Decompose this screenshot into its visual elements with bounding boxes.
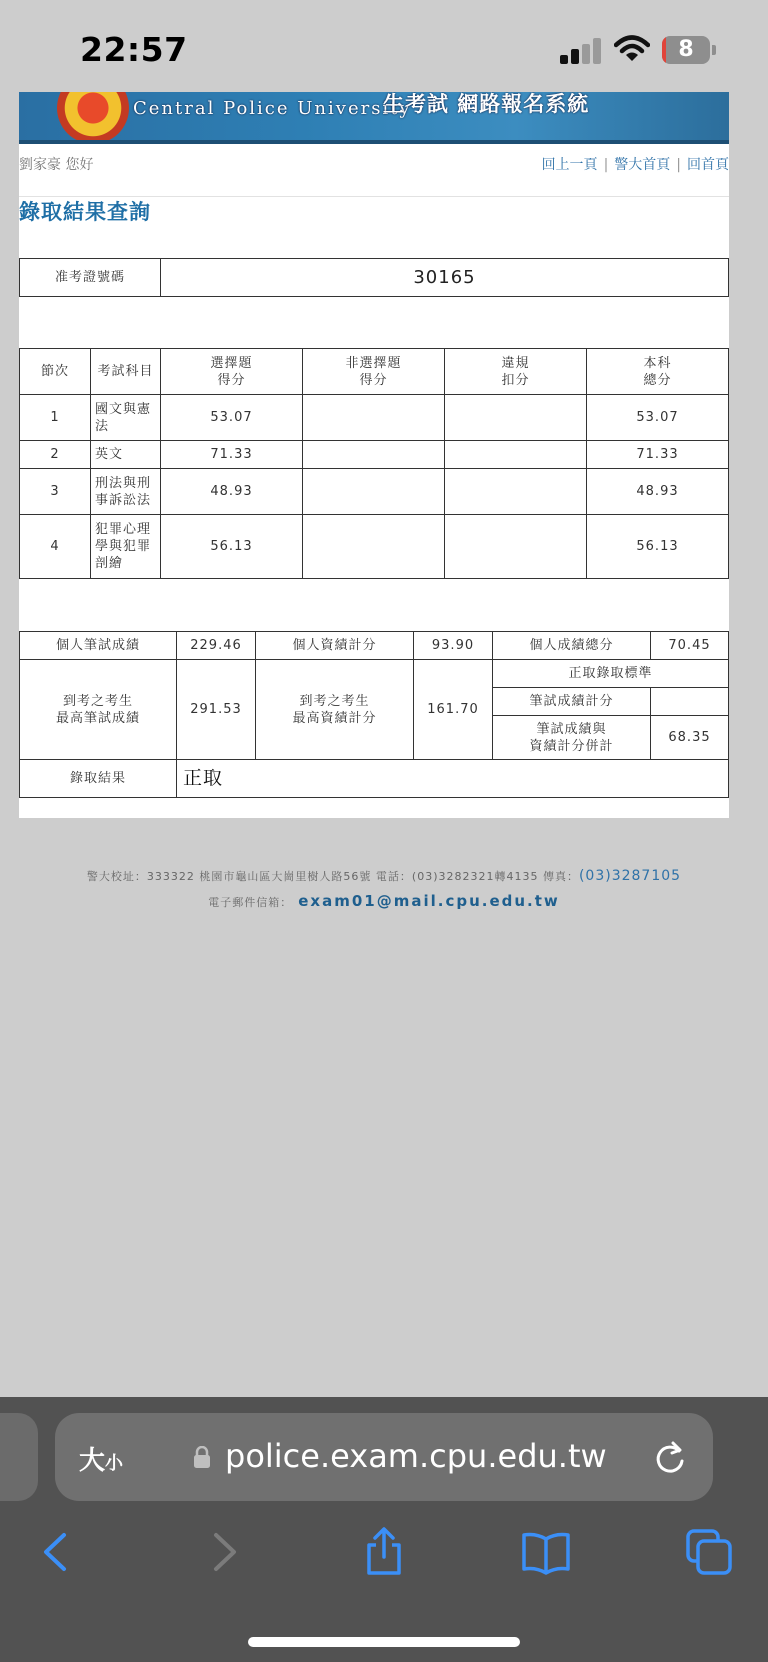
row-total: 53.07 [587,395,729,441]
status-bar [0,0,768,92]
row-nonmc-score [303,515,445,579]
share-icon[interactable] [359,1527,409,1577]
top-nav-links: 回上一頁 | 警大首頁 | 回首頁 [541,157,729,173]
max-qual-score: 161.70 [414,660,493,760]
admission-label: 准考證號碼 [20,259,161,297]
cellular-signal-icon [560,38,602,64]
user-greeting: 劉家豪 您好 [19,157,94,173]
row-total: 48.93 [587,469,729,515]
personal-total-label: 個人成績總分 [493,632,651,660]
tabs-icon[interactable] [684,1527,734,1577]
result-label: 錄取結果 [20,760,177,798]
std-written-score [651,688,729,716]
max-written-score: 291.53 [177,660,256,760]
personal-written-score: 229.46 [177,632,256,660]
header-total: 本科 總分 [587,349,729,395]
admission-standard-title: 正取錄取標準 [493,660,729,688]
row-subject: 英文 [91,441,161,469]
table-row [20,515,729,579]
max-qual-label: 到考之考生 最高資績計分 [256,660,414,760]
header-nonmc: 非選擇題 得分 [303,349,445,395]
email-label: 電子郵件信箱： [208,896,293,909]
std-combined-score: 68.35 [651,716,729,760]
row-violation [445,395,587,441]
web-page [19,92,729,818]
row-session: 4 [20,515,91,579]
row-session: 3 [20,469,91,515]
bookmarks-icon[interactable] [521,1527,571,1577]
battery-level: 8 [678,37,694,62]
row-nonmc-score [303,395,445,441]
text-size-button[interactable]: 大小 [79,1446,124,1476]
lock-icon [193,1446,211,1468]
back-link[interactable]: 回上一頁 [541,157,598,173]
footer-email [0,892,768,910]
admission-result: 正取 [177,760,729,798]
reload-icon[interactable] [653,1439,687,1475]
table-row [20,395,729,441]
max-written-label: 到考之考生 最高筆試成績 [20,660,177,760]
personal-qual-score: 93.90 [414,632,493,660]
url-text: police.exam.cpu.edu.tw [225,1437,607,1475]
browser-bottom-bar [0,1397,768,1662]
address-bar[interactable] [55,1413,713,1501]
banner-system-name: 生考試 網路報名系統 [383,92,590,116]
header-subject: 考試科目 [91,349,161,395]
university-emblem-icon [57,92,129,144]
admission-table [19,258,729,297]
battery-icon [662,36,716,64]
row-total: 71.33 [587,441,729,469]
row-session: 2 [20,441,91,469]
row-subject: 國文與憲法 [91,395,161,441]
row-violation [445,469,587,515]
page-title: 錄取結果查詢 [19,200,151,224]
row-mc-score: 56.13 [161,515,303,579]
header-session: 節次 [20,349,91,395]
back-icon[interactable] [32,1527,82,1577]
header-mc: 選擇題 得分 [161,349,303,395]
table-row [20,469,729,515]
home-indicator[interactable] [248,1637,520,1647]
cpu-home-link[interactable]: 警大首頁 [614,157,671,173]
row-violation [445,515,587,579]
std-written-label: 筆試成績計分 [493,688,651,716]
fax-number: (03)3287105 [578,868,682,884]
row-mc-score: 48.93 [161,469,303,515]
wifi-icon [614,34,650,64]
row-subject: 犯罪心理學與犯罪剖繪 [91,515,161,579]
row-nonmc-score [303,441,445,469]
row-nonmc-score [303,469,445,515]
forward-icon[interactable] [198,1527,248,1577]
personal-total-score: 70.45 [651,632,729,660]
header-violation: 違規 扣分 [445,349,587,395]
score-table [19,348,729,579]
home-link[interactable]: 回首頁 [687,157,729,173]
site-banner [19,92,729,144]
row-subject: 刑法與刑事訴訟法 [91,469,161,515]
row-total: 56.13 [587,515,729,579]
table-header-row [20,349,729,395]
row-session: 1 [20,395,91,441]
summary-table [19,631,729,798]
std-combined-label: 筆試成績與 資績計分併計 [493,716,651,760]
footer-address [0,868,768,884]
email-link[interactable]: exam01@mail.cpu.edu.tw [298,892,560,910]
clock: 22:57 [80,30,188,69]
personal-written-label: 個人筆試成績 [20,632,177,660]
row-mc-score: 71.33 [161,441,303,469]
previous-tab-preview[interactable] [0,1413,38,1501]
row-violation [445,441,587,469]
admission-number: 30165 [161,259,729,297]
table-row [20,441,729,469]
banner-english-name: Central Police University [133,98,412,119]
address-text: 警大校址：333322 桃園市龜山區大崗里樹人路56號 電話：(03)3282321轉4135 傳真： [86,870,579,883]
personal-qual-label: 個人資績計分 [256,632,414,660]
row-mc-score: 53.07 [161,395,303,441]
